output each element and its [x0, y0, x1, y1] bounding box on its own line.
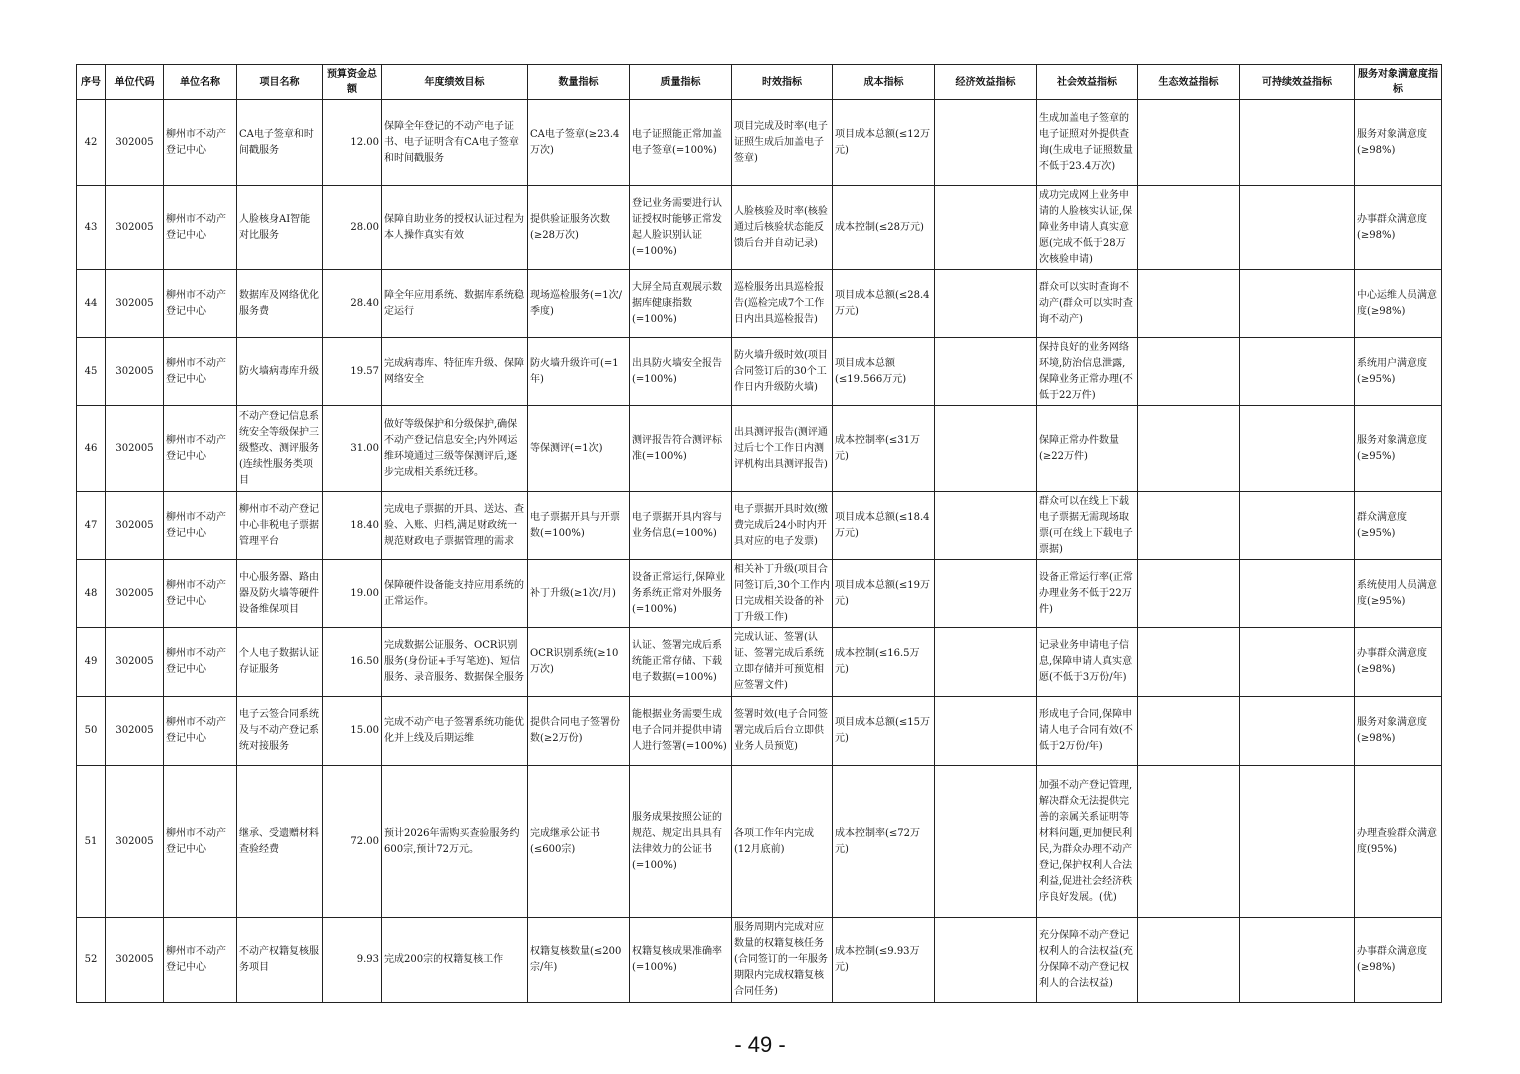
cell-goal: 保障全年登记的不动产电子证书、电子证明含有CA电子签章和时间戳服务 [382, 100, 528, 186]
cell-project: 人脸核身AI智能对比服务 [237, 186, 323, 270]
cell-unit: 柳州市不动产登记中心 [164, 492, 237, 560]
table-row [77, 560, 1442, 628]
header-sustainable: 可持续效益指标 [1240, 65, 1355, 100]
cell-unit: 柳州市不动产登记中心 [164, 338, 237, 406]
cell-no: 48 [77, 560, 106, 628]
cell-unit: 柳州市不动产登记中心 [164, 560, 237, 628]
cell-economic [935, 100, 1037, 186]
cell-satisfaction: 办理查验群众满意度(95%) [1355, 766, 1442, 918]
cell-unit: 柳州市不动产登记中心 [164, 100, 237, 186]
table-row [77, 406, 1442, 492]
cell-ecological [1138, 186, 1240, 270]
cell-sustainable [1240, 560, 1355, 628]
cell-cost: 项目成本总额(≤12万元) [833, 100, 935, 186]
cell-no: 42 [77, 100, 106, 186]
cell-unit: 柳州市不动产登记中心 [164, 406, 237, 492]
cell-unit: 柳州市不动产登记中心 [164, 918, 237, 1003]
cell-goal: 完成病毒库、特征库升级、保障网络安全 [382, 338, 528, 406]
cell-economic [935, 492, 1037, 560]
cell-goal: 预计2026年需购买查验服务约600宗,预计72万元。 [382, 766, 528, 918]
cell-budget: 31.00 [323, 406, 382, 492]
cell-project: 个人电子数据认证存证服务 [237, 628, 323, 697]
cell-project: 中心服务器、路由器及防火墙等硬件设备维保项目 [237, 560, 323, 628]
cell-quality: 电子票据开具内容与业务信息(=100%) [630, 492, 732, 560]
cell-no: 43 [77, 186, 106, 270]
cell-social: 加强不动产登记管理,解决群众无法提供完善的亲属关系证明等材料问题,更加便民利民,为群众办理不动产登记,保护权利人合法利益,促进社会经济秩序良好发展。(优) [1037, 766, 1138, 918]
header-unit: 单位名称 [164, 65, 237, 100]
cell-code: 302005 [106, 628, 164, 697]
header-ecological: 生态效益指标 [1138, 65, 1240, 100]
header-satisfaction: 服务对象满意度指标 [1355, 65, 1442, 100]
cell-ecological [1138, 406, 1240, 492]
cell-quality: 测评报告符合测评标准(=100%) [630, 406, 732, 492]
cell-sustainable [1240, 697, 1355, 766]
cell-economic [935, 628, 1037, 697]
cell-budget: 19.57 [323, 338, 382, 406]
cell-sustainable [1240, 270, 1355, 338]
header-economic: 经济效益指标 [935, 65, 1037, 100]
cell-code: 302005 [106, 406, 164, 492]
header-code: 单位代码 [106, 65, 164, 100]
cell-quantity: 完成继承公证书(≤600宗) [528, 766, 630, 918]
cell-no: 44 [77, 270, 106, 338]
cell-goal: 保障自助业务的授权认证过程为本人操作真实有效 [382, 186, 528, 270]
cell-quantity: 等保测评(=1次) [528, 406, 630, 492]
header-budget: 预算资金总额 [323, 65, 382, 100]
header-cost: 成本指标 [833, 65, 935, 100]
cell-timeliness: 项目完成及时率(电子证照生成后加盖电子签章) [732, 100, 833, 186]
cell-timeliness: 相关补丁升级(项目合同签订后,30个工作内日完成相关设备的补丁升级工作) [732, 560, 833, 628]
cell-code: 302005 [106, 186, 164, 270]
cell-quality: 登记业务需要进行认证授权时能够正常发起人脸识别认证(=100%) [630, 186, 732, 270]
table-row [77, 100, 1442, 186]
cell-quality: 权籍复核成果准确率(=100%) [630, 918, 732, 1003]
cell-project: 防火墙病毒库升级 [237, 338, 323, 406]
cell-budget: 9.93 [323, 918, 382, 1003]
cell-satisfaction: 办事群众满意度(≥98%) [1355, 628, 1442, 697]
cell-timeliness: 电子票据开具时效(缴费完成后24小时内开具对应的电子发票) [732, 492, 833, 560]
cell-no: 50 [77, 697, 106, 766]
cell-no: 46 [77, 406, 106, 492]
cell-quantity: 现场巡检服务(=1次/季度) [528, 270, 630, 338]
cell-cost: 项目成本总额(≤19万元) [833, 560, 935, 628]
cell-project: 电子云签合同系统及与不动产登记系统对接服务 [237, 697, 323, 766]
cell-social: 设备正常运行率(正常办理业务不低于22万件) [1037, 560, 1138, 628]
cell-cost: 成本控制率(≤72万元) [833, 766, 935, 918]
cell-timeliness: 巡检服务出具巡检报告(巡检完成7个工作日内出具巡检报告) [732, 270, 833, 338]
cell-timeliness: 服务周期内完成对应数量的权籍复核任务(合同签订的一年服务期限内完成权籍复核合同任务) [732, 918, 833, 1003]
cell-sustainable [1240, 186, 1355, 270]
cell-timeliness: 防火墙升级时效(项目合同签订后的30个工作日内升级防火墙) [732, 338, 833, 406]
cell-budget: 12.00 [323, 100, 382, 186]
cell-project: CA电子签章和时间戳服务 [237, 100, 323, 186]
cell-economic [935, 270, 1037, 338]
cell-quality: 服务成果按照公证的规范、规定出具具有法律效力的公证书(=100%) [630, 766, 732, 918]
cell-quality: 能根据业务需要生成电子合同并提供申请人进行签署(=100%) [630, 697, 732, 766]
cell-social: 生成加盖电子签章的电子证照对外提供查询(生成电子证照数量不低于23.4万次) [1037, 100, 1138, 186]
table-row [77, 918, 1442, 1003]
cell-economic [935, 918, 1037, 1003]
cell-project: 继承、受遗赠材料查验经费 [237, 766, 323, 918]
cell-quantity: 补丁升级(≥1次/月) [528, 560, 630, 628]
cell-goal: 做好等级保护和分级保护,确保不动产登记信息安全;内外网运维环境通过三级等保测评后,逐步完成相关系统迁移。 [382, 406, 528, 492]
cell-sustainable [1240, 628, 1355, 697]
cell-unit: 柳州市不动产登记中心 [164, 697, 237, 766]
cell-quality: 电子证照能正常加盖电子签章(=100%) [630, 100, 732, 186]
cell-unit: 柳州市不动产登记中心 [164, 186, 237, 270]
cell-quality: 大屏全局直观展示数据库健康指数(=100%) [630, 270, 732, 338]
cell-goal: 完成电子票据的开具、送达、查验、入账、归档,满足财政统一规范财政电子票据管理的需求 [382, 492, 528, 560]
cell-goal: 障全年应用系统、数据库系统稳定运行 [382, 270, 528, 338]
table-row [77, 338, 1442, 406]
cell-cost: 项目成本总额(≤28.4万元) [833, 270, 935, 338]
cell-budget: 19.00 [323, 560, 382, 628]
header-quantity: 数量指标 [528, 65, 630, 100]
header-timeliness: 时效指标 [732, 65, 833, 100]
cell-project: 不动产登记信息系统安全等级保护三级整改、测评服务(连续性服务类项目 [237, 406, 323, 492]
table-row [77, 628, 1442, 697]
cell-social: 记录业务申请电子信息,保障申请人真实意愿(不低于3万份/年) [1037, 628, 1138, 697]
cell-ecological [1138, 560, 1240, 628]
cell-social: 充分保障不动产登记权利人的合法权益(充分保障不动产登记权利人的合法权益) [1037, 918, 1138, 1003]
cell-economic [935, 186, 1037, 270]
table-row [77, 270, 1442, 338]
cell-satisfaction: 中心运维人员满意度(≥98%) [1355, 270, 1442, 338]
cell-quantity: CA电子签章(≥23.4万次) [528, 100, 630, 186]
cell-cost: 成本控制(≤9.93万元) [833, 918, 935, 1003]
cell-sustainable [1240, 406, 1355, 492]
cell-cost: 项目成本总额(≤15万元) [833, 697, 935, 766]
cell-quality: 设备正常运行,保障业务系统正常对外服务(=100%) [630, 560, 732, 628]
cell-social: 形成电子合同,保障申请人电子合同有效(不低于2万份/年) [1037, 697, 1138, 766]
cell-no: 49 [77, 628, 106, 697]
cell-code: 302005 [106, 560, 164, 628]
cell-quantity: 权籍复核数量(≤200宗/年) [528, 918, 630, 1003]
cell-social: 保障正常办件数量(≥22万件) [1037, 406, 1138, 492]
table-row [77, 697, 1442, 766]
cell-sustainable [1240, 100, 1355, 186]
cell-ecological [1138, 270, 1240, 338]
cell-ecological [1138, 338, 1240, 406]
table-row [77, 766, 1442, 918]
cell-budget: 18.40 [323, 492, 382, 560]
cell-timeliness: 完成认证、签署(认证、签署完成后系统立即存储并可预览相应签署文件) [732, 628, 833, 697]
cell-cost: 成本控制(≤28万元) [833, 186, 935, 270]
cell-no: 47 [77, 492, 106, 560]
cell-ecological [1138, 628, 1240, 697]
cell-sustainable [1240, 338, 1355, 406]
cell-code: 302005 [106, 270, 164, 338]
cell-timeliness: 签署时效(电子合同签署完成后后台立即供业务人员预览) [732, 697, 833, 766]
cell-ecological [1138, 100, 1240, 186]
cell-project: 柳州市不动产登记中心非税电子票据管理平台 [237, 492, 323, 560]
cell-budget: 28.40 [323, 270, 382, 338]
cell-unit: 柳州市不动产登记中心 [164, 766, 237, 918]
cell-ecological [1138, 766, 1240, 918]
cell-quality: 认证、签署完成后系统能正常存储、下载电子数据(=100%) [630, 628, 732, 697]
cell-code: 302005 [106, 766, 164, 918]
cell-sustainable [1240, 492, 1355, 560]
header-row [77, 65, 1442, 100]
cell-economic [935, 560, 1037, 628]
cell-satisfaction: 系统用户满意度(≥95%) [1355, 338, 1442, 406]
cell-quality: 出具防火墙安全报告(=100%) [630, 338, 732, 406]
cell-economic [935, 406, 1037, 492]
cell-budget: 28.00 [323, 186, 382, 270]
cell-economic [935, 338, 1037, 406]
cell-code: 302005 [106, 918, 164, 1003]
cell-budget: 16.50 [323, 628, 382, 697]
cell-satisfaction: 系统使用人员满意度(≥95%) [1355, 560, 1442, 628]
cell-social: 成功完成网上业务申请的人脸核实认证,保障业务申请人真实意愿(完成不低于28万次核验申请) [1037, 186, 1138, 270]
cell-no: 51 [77, 766, 106, 918]
cell-social: 保持良好的业务网络环境,防治信息泄露,保障业务正常办理(不低于22万件) [1037, 338, 1138, 406]
header-social: 社会效益指标 [1037, 65, 1138, 100]
cell-economic [935, 697, 1037, 766]
cell-quantity: 防火墙升级许可(=1年) [528, 338, 630, 406]
table-row [77, 186, 1442, 270]
cell-code: 302005 [106, 492, 164, 560]
cell-cost: 成本控制率(≤31万元) [833, 406, 935, 492]
cell-unit: 柳州市不动产登记中心 [164, 270, 237, 338]
cell-cost: 项目成本总额(≤19.566万元) [833, 338, 935, 406]
cell-satisfaction: 办事群众满意度(≥98%) [1355, 918, 1442, 1003]
cell-quantity: 电子票据开具与开票数(=100%) [528, 492, 630, 560]
cell-social: 群众可以实时查询不动产(群众可以实时查询不动产) [1037, 270, 1138, 338]
header-quality: 质量指标 [630, 65, 732, 100]
cell-no: 52 [77, 918, 106, 1003]
cell-quantity: OCR识别系统(≥10万次) [528, 628, 630, 697]
cell-budget: 72.00 [323, 766, 382, 918]
cell-no: 45 [77, 338, 106, 406]
cell-satisfaction: 服务对象满意度(≥98%) [1355, 697, 1442, 766]
cell-satisfaction: 群众满意度(≥95%) [1355, 492, 1442, 560]
cell-ecological [1138, 918, 1240, 1003]
header-no: 序号 [77, 65, 106, 100]
performance-table [76, 64, 1442, 1003]
cell-goal: 保障硬件设备能支持应用系统的正常运作。 [382, 560, 528, 628]
cell-project: 数据库及网络优化服务费 [237, 270, 323, 338]
cell-timeliness: 人脸核验及时率(核验通过后核验状态能反馈后台并自动记录) [732, 186, 833, 270]
cell-ecological [1138, 697, 1240, 766]
cell-code: 302005 [106, 697, 164, 766]
page-number: - 49 - [734, 1032, 786, 1057]
cell-economic [935, 766, 1037, 918]
cell-social: 群众可以在线上下载电子票据无需现场取票(可在线上下载电子票据) [1037, 492, 1138, 560]
cell-cost: 成本控制(≤16.5万元) [833, 628, 935, 697]
cell-code: 302005 [106, 338, 164, 406]
cell-satisfaction: 服务对象满意度(≥95%) [1355, 406, 1442, 492]
cell-goal: 完成200宗的权籍复核工作 [382, 918, 528, 1003]
cell-quantity: 提供合同电子签署份数(≥2万份) [528, 697, 630, 766]
cell-satisfaction: 办事群众满意度(≥98%) [1355, 186, 1442, 270]
cell-code: 302005 [106, 100, 164, 186]
cell-budget: 15.00 [323, 697, 382, 766]
cell-sustainable [1240, 766, 1355, 918]
cell-goal: 完成数据公证服务、OCR识别服务(身份证+手写笔迹)、短信服务、录音服务、数据保全服务 [382, 628, 528, 697]
cell-goal: 完成不动产电子签署系统功能优化并上线及后期运维 [382, 697, 528, 766]
header-project: 项目名称 [237, 65, 323, 100]
cell-ecological [1138, 492, 1240, 560]
header-goal: 年度绩效目标 [382, 65, 528, 100]
table-row [77, 492, 1442, 560]
cell-project: 不动产权籍复核服务项目 [237, 918, 323, 1003]
cell-timeliness: 出具测评报告(测评通过后七个工作日内测评机构出具测评报告) [732, 406, 833, 492]
cell-quantity: 提供验证服务次数(≥28万次) [528, 186, 630, 270]
cell-unit: 柳州市不动产登记中心 [164, 628, 237, 697]
cell-cost: 项目成本总额(≤18.4万元) [833, 492, 935, 560]
cell-sustainable [1240, 918, 1355, 1003]
cell-satisfaction: 服务对象满意度(≥98%) [1355, 100, 1442, 186]
cell-timeliness: 各项工作年内完成(12月底前) [732, 766, 833, 918]
